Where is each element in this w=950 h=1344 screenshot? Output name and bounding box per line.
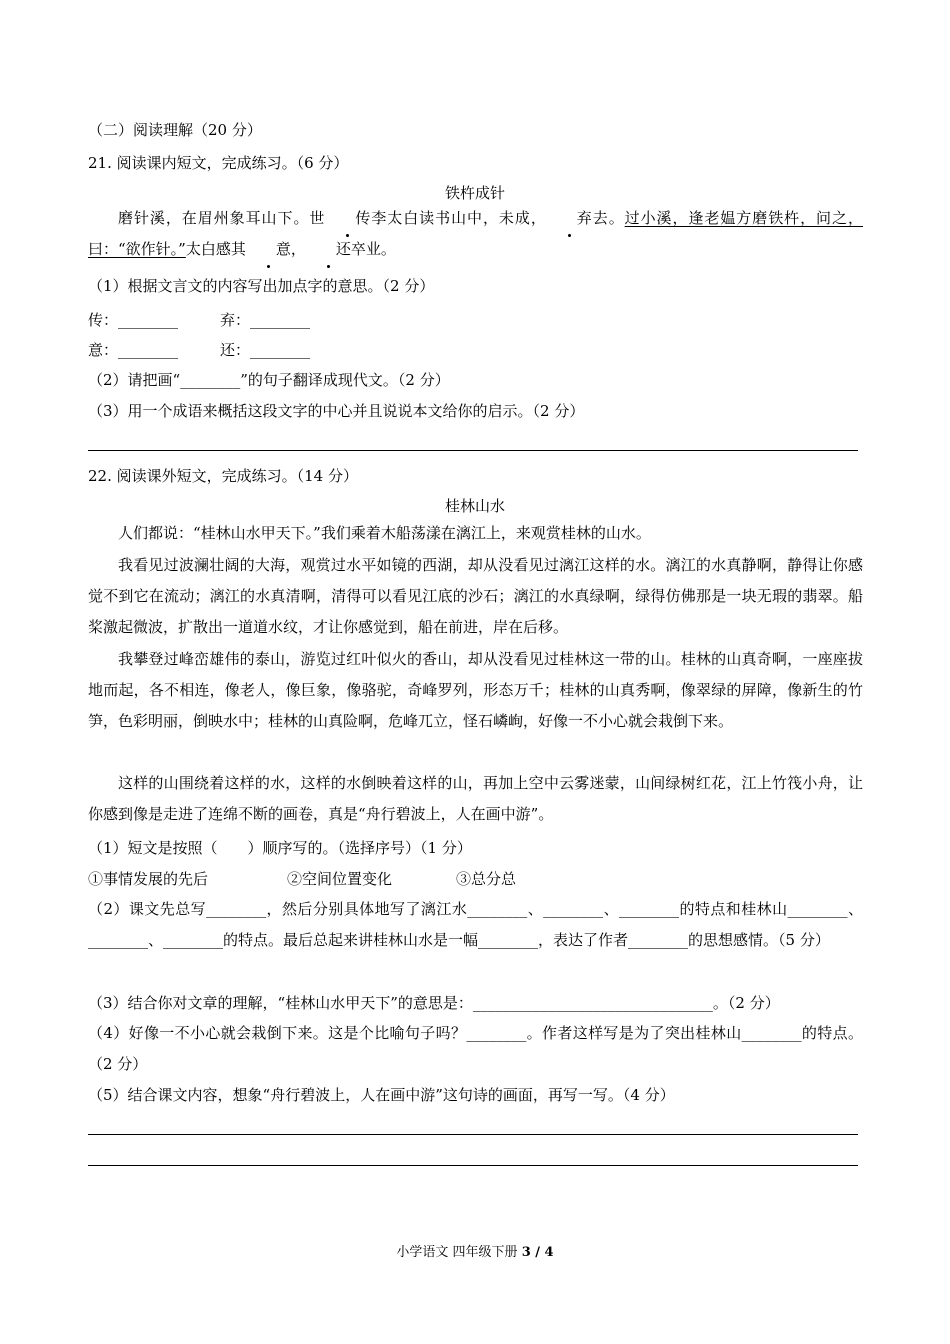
q21-answer-line[interactable] [88, 450, 858, 451]
q22-sub1: （1）短文是按照（ ）顺序写的。（选择序号）（1 分） [88, 839, 472, 857]
q21-blank-huan[interactable]: 还：________ [220, 341, 311, 359]
q22-paragraph-2: 我看见过波澜壮阔的大海，观赏过水平如镜的西湖，却从没看见过漓江这样的水。漓江的水真静啊，静得让你感觉不到它在流动；漓江的水真清啊，清得可以看见江底的沙石；漓江的水真绿啊，绿得仿佛那是一块无瑕的翡翠。船桨激起微波，扩散出一道道水纹，才让你感觉到，船在前进，岸在后移。 [88, 556, 863, 636]
q21-underlined-sentence-1: 过小溪，逢老媪方磨铁杵，问之，曰： [88, 209, 863, 258]
q22-sub4: （4）好像一不小心就会栽倒下来。这是个比喻句子吗？________。作者这样写是为了突出桂林山________的特点。（2 分） [88, 1024, 863, 1073]
q21-text-2: 李太白读书山中，未成， [370, 209, 547, 227]
q21-blank-qi[interactable]: 弃：________ [220, 311, 311, 329]
page-number: 3 / 4 [521, 1245, 554, 1260]
q21-passage [88, 203, 863, 265]
q21-sub1: （1）根据文言文的内容写出加点字的意思。（2 分） [88, 277, 435, 295]
q21-dot-yi: 意 [246, 234, 291, 265]
q22-passage-title: 桂林山水 [444, 497, 505, 515]
section-heading: （二）阅读理解（20 分） [88, 121, 262, 139]
q22-option-3[interactable]: ③总分总 [456, 870, 517, 888]
q21-heading: 21. 阅读课内短文，完成练习。（6 分） [88, 154, 349, 172]
q21-text-4: 太白感其 [185, 240, 246, 258]
q22-heading: 22. 阅读课外短文，完成练习。（14 分） [88, 467, 358, 485]
q21-underlined-sentence-2: “欲作针。” [118, 240, 186, 258]
page-footer [0, 1243, 950, 1263]
q22-sub3: （3）结合你对文章的理解，“桂林山水甲天下”的意思是：________________________________。（2 分） [88, 994, 780, 1012]
q22-answer-line-1[interactable] [88, 1134, 858, 1135]
q21-passage-title: 铁杵成针 [444, 184, 505, 202]
q21-text-1: 磨针溪，在眉州象耳山下。世 [118, 209, 326, 227]
q22-sub2: （2）课文先总写________，然后分别具体地写了漓江水________、________、________的特点和桂林山________、________、________的特点。最后总起来讲桂林山水是一幅________，表达了作者________的思想感情。（5 分） [88, 900, 863, 949]
q21-sub3: （3）用一个成语来概括这段文字的中心并且说说本文给你的启示。（2 分） [88, 402, 585, 420]
q22-paragraph-1: 人们都说：“桂林山水甲天下。”我们乘着木船荡漾在漓江上，来观赏桂林的山水。 [118, 524, 651, 542]
q21-text-5: ， [290, 240, 306, 258]
q22-paragraph-3: 我攀登过峰峦雄伟的泰山，游览过红叶似火的香山，却从没看见过桂林这一带的山。桂林的山真奇啊，一座座拔地而起，各不相连，像老人，像巨象，像骆驼，奇峰罗列，形态万千；桂林的山真秀啊，像翠绿的屏障，像新生的竹笋，色彩明丽，倒映水中；桂林的山真险啊，危峰兀立，怪石嶙峋，好像一不小心就会栽倒下来。 [88, 650, 863, 730]
q22-answer-line-2[interactable] [88, 1165, 858, 1166]
q21-text-3: 去。 [591, 209, 625, 227]
q22-option-2[interactable]: ②空间位置变化 [287, 870, 393, 888]
q21-dot-chuan: 传 [325, 203, 370, 234]
q21-dot-qi: 弃 [547, 203, 592, 234]
q22-sub5: （5）结合课文内容，想象“舟行碧波上，人在画中游”这句诗的画面，再写一写。（4 分） [88, 1086, 675, 1104]
q22-option-1[interactable]: ①事情发展的先后 [88, 870, 209, 888]
q21-text-6: 卒业。 [350, 240, 396, 258]
q21-blank-chuan[interactable]: 传：________ [88, 311, 179, 329]
q21-dot-huan: 还 [306, 234, 351, 265]
q22-paragraph-4: 这样的山围绕着这样的水，这样的水倒映着这样的山，再加上空中云雾迷蒙，山间绿树红花，江上竹筏小舟，让你感到像是走进了连绵不断的画卷，真是“舟行碧波上，人在画中游”。 [88, 774, 863, 823]
q21-blank-yi[interactable]: 意：________ [88, 341, 179, 359]
q21-sub2: （2）请把画“________”的句子翻译成现代文。（2 分） [88, 371, 450, 389]
footer-label: 小学语文 四年级下册 [396, 1245, 522, 1260]
